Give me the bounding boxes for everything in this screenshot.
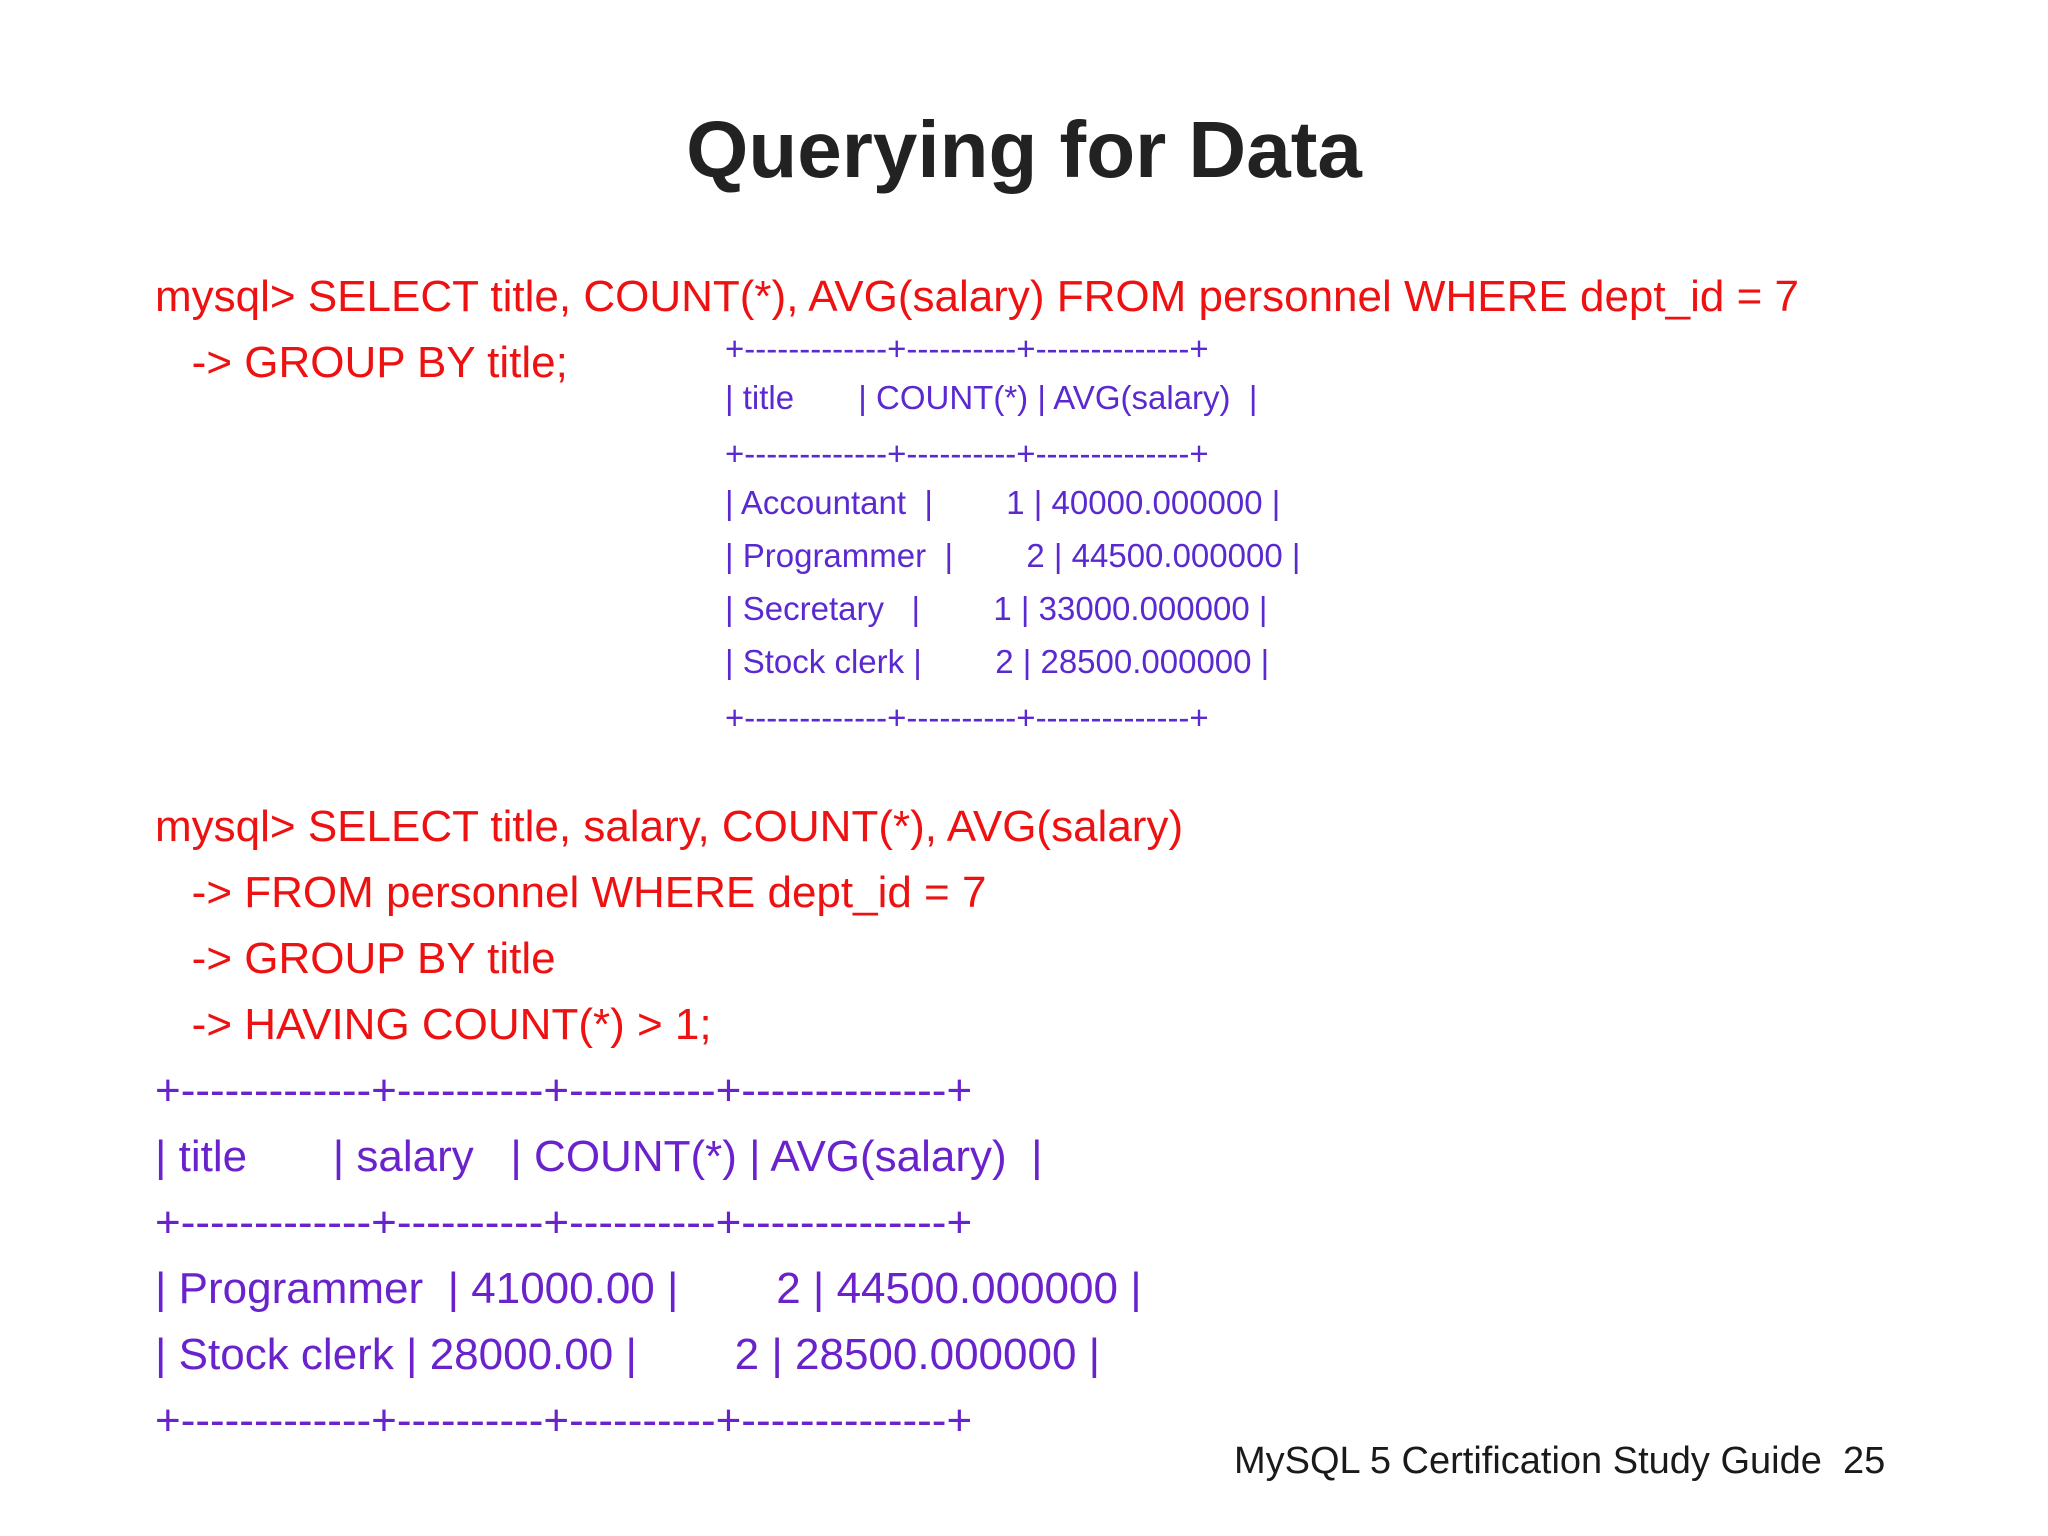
result2-border-bottom: +-------------+----------+----------+--------------+ bbox=[155, 1396, 973, 1445]
query2-line-4: -> HAVING COUNT(*) > 1; bbox=[155, 1000, 712, 1049]
result1-header-row: | title | COUNT(*) | AVG(salary) | bbox=[725, 379, 1258, 416]
result1-border-mid: +-------------+----------+--------------+ bbox=[725, 435, 1209, 472]
result1-row-2: | Programmer | 2 | 44500.000000 | bbox=[725, 537, 1301, 574]
result2-header-row: | title | salary | COUNT(*) | AVG(salary) | bbox=[155, 1132, 1043, 1181]
query1-line-1: mysql> SELECT title, COUNT(*), AVG(salary) FROM personnel WHERE dept_id = 7 bbox=[155, 272, 1799, 321]
result1-row-3: | Secretary | 1 | 33000.000000 | bbox=[725, 590, 1268, 627]
query2-line-1: mysql> SELECT title, salary, COUNT(*), AVG(salary) bbox=[155, 802, 1184, 851]
query2-line-3: -> GROUP BY title bbox=[155, 934, 556, 983]
query1-line-2: -> GROUP BY title; bbox=[155, 338, 568, 387]
slide-title: Querying for Data bbox=[686, 105, 1362, 194]
footer-citation: MySQL 5 Certification Study Guide 25 bbox=[1234, 1440, 1886, 1482]
result1-row-1: | Accountant | 1 | 40000.000000 | bbox=[725, 484, 1281, 521]
result2-row-1: | Programmer | 41000.00 | 2 | 44500.000000 | bbox=[155, 1264, 1142, 1313]
result2-border-top: +-------------+----------+----------+--------------+ bbox=[155, 1066, 973, 1115]
result1-border-bottom: +-------------+----------+--------------+ bbox=[725, 699, 1209, 736]
result2-row-2: | Stock clerk | 28000.00 | 2 | 28500.000000 | bbox=[155, 1330, 1101, 1379]
result2-border-mid: +-------------+----------+----------+--------------+ bbox=[155, 1198, 973, 1247]
result1-row-4: | Stock clerk | 2 | 28500.000000 | bbox=[725, 643, 1270, 680]
result1-border-top: +-------------+----------+--------------+ bbox=[725, 330, 1209, 367]
query2-line-2: -> FROM personnel WHERE dept_id = 7 bbox=[155, 868, 987, 917]
